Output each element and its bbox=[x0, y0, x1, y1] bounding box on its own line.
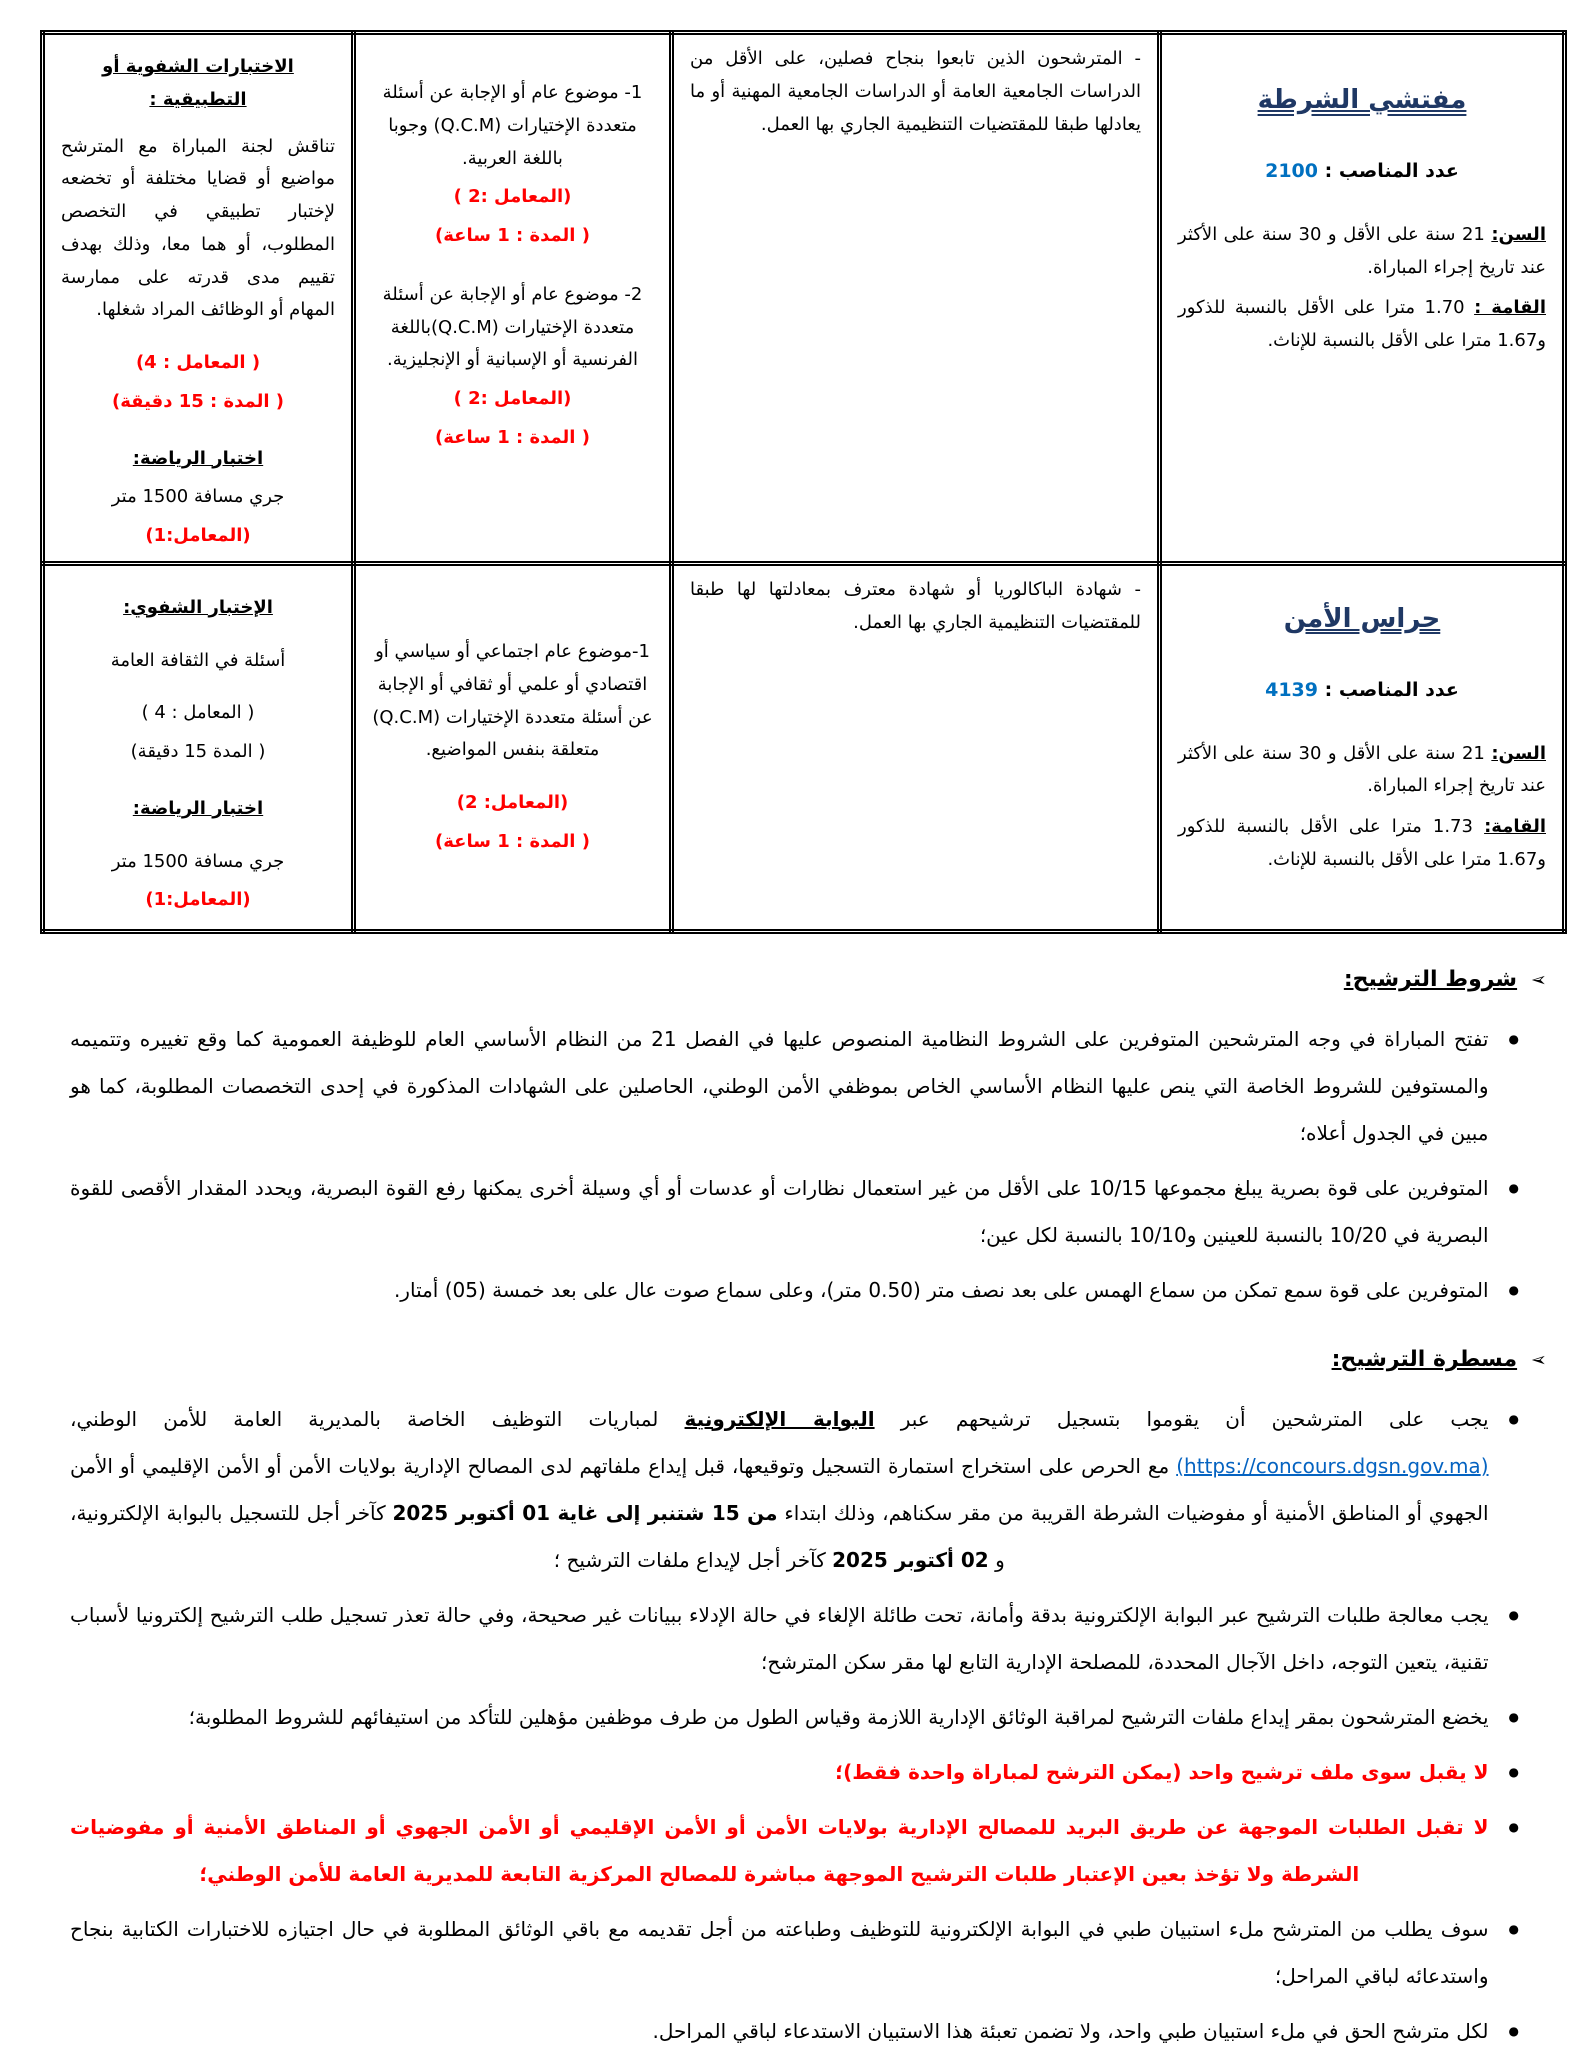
written-test-1: 1- موضوع عام أو الإجابة عن أسئلة متعددة الإختيارات (Q.C.M) وجوبا باللغة العربية. bbox=[382, 82, 643, 169]
positions-value: 4139 bbox=[1265, 679, 1318, 702]
procedure-list bbox=[70, 1396, 1519, 2048]
arrow-icon: ➢ bbox=[1531, 968, 1547, 991]
procedure-single-file-warning: لا يقبل سوى ملف ترشيح واحد (يمكن الترشح لمباراة واحدة فقط)؛ bbox=[835, 1759, 1489, 1784]
height-label: القامة : bbox=[1474, 297, 1546, 319]
oral-tests-description: تناقش لجنة المباراة مع المترشح مواضيع أو قضايا مختلفة أو تخضعه لإختبار تطبيقي في التخصص المطلوب، أو هما معا، وذلك بهدف تقييم مدى قدرته على ممارسة المهام أو الوظائف المراد شغلها. bbox=[61, 135, 335, 321]
job-title: حراس الأمن bbox=[1283, 603, 1441, 634]
list-item bbox=[70, 1396, 1519, 1584]
sport-test-coefficient: (المعامل:1) bbox=[145, 889, 251, 911]
written-tests-cell bbox=[354, 563, 672, 931]
procedure-document-check: يخضع المترشحون بمقر إيداع ملفات الترشيح لمراقبة الوثائق الإدارية اللازمة وقياس الطول من طرف موظفين مؤهلين للتأكد من استيفائهم للشروط المطلوبة؛ bbox=[188, 1704, 1489, 1729]
conditions-title: شروط الترشيح: bbox=[1343, 967, 1518, 993]
bullet-icon: ● bbox=[1508, 1180, 1519, 1195]
bullet-icon: ● bbox=[1508, 1819, 1519, 1834]
job-title: مفتشي الشرطة bbox=[1257, 85, 1467, 115]
conditions-list bbox=[70, 1016, 1519, 1314]
list-item bbox=[70, 2008, 1519, 2048]
procedure-no-mail-warning: لا تقبل الطلبات الموجهة عن طريق البريد للمصالح الإدارية بولايات الأمن أو الأمن الإقليمي أو الأمن الجهوي أو المناطق الأمنية أو مفوضيات الشرطة ولا تؤخذ بعين الإعتبار طلبات الترشيح الموجهة مباشرة للمصالح المركزية التابعة للمديرية العامة للأمن الوطني؛ bbox=[70, 1814, 1489, 1886]
list-item bbox=[70, 1749, 1519, 1796]
condition-hearing: المتوفرين على قوة سمع تمكن من سماع الهمس على بعد نصف متر (0.50 متر)، وعلى سماع صوت عال على بعد خمسة (05) أمتار. bbox=[393, 1277, 1489, 1302]
text-run: مع الحرص على استخراج استمارة التسجيل وتوقيعها، قبل إيداع ملفاتهم لدى المصالح الإدارية بولايات الأمن أو الأمن الإقليمي أو الأمن الجهوي أو المناطق الأمنية أو مفوضيات الشرطة القريبة من مقر سكناهم، وذلك ابتداء bbox=[70, 1453, 1489, 1525]
written-test-1-coefficient: (المعامل: 2) bbox=[456, 792, 569, 813]
positions-count bbox=[1178, 673, 1546, 708]
sport-test-description: جري مسافة 1500 متر bbox=[111, 486, 285, 508]
written-test-1: 1-موضوع عام اجتماعي أو سياسي أو اقتصادي أو علمي أو ثقافي أو الإجابة عن أسئلة متعددة الإختيارات (Q.C.M) متعلقة بنفس المواضيع. bbox=[372, 641, 653, 761]
list-item bbox=[70, 1016, 1519, 1157]
bullet-icon: ● bbox=[1508, 1921, 1519, 1936]
text-run: لمباريات التوظيف الخاصة بالمديرية العامة للأمن الوطني، bbox=[70, 1406, 685, 1431]
text-run: كآخر أجل للتسجيل بالبوابة الإلكترونية، و bbox=[70, 1500, 1005, 1572]
oral-tests-description: أسئلة في الثقافة العامة bbox=[110, 649, 286, 671]
positions-label: عدد المناصب : bbox=[1324, 679, 1459, 702]
procedure-registration bbox=[70, 1396, 1489, 1584]
procedure-heading bbox=[42, 1340, 1547, 1380]
written-test-2-coefficient: (المعامل :2 ) bbox=[453, 388, 572, 409]
list-item bbox=[70, 1804, 1519, 1898]
jobs-table bbox=[40, 30, 1567, 934]
oral-tests-header: الإختبار الشفوي: bbox=[123, 596, 273, 618]
positions-value: 2100 bbox=[1265, 160, 1318, 183]
diploma-cell bbox=[672, 33, 1160, 564]
age-label: السن: bbox=[1491, 223, 1546, 245]
job-cell bbox=[1160, 33, 1565, 564]
procedure-title: مسطرة الترشيح: bbox=[1331, 1347, 1518, 1373]
oral-tests-header: الاختبارات الشفوية أو التطبيقية : bbox=[102, 56, 294, 110]
written-test-2-duration: ( المدة : 1 ساعة) bbox=[435, 426, 590, 448]
procedure-accuracy: يجب معالجة طلبات الترشيح عبر البوابة الإلكترونية بدقة وأمانة، تحت طائلة الإلغاء في حالة الإدلاء ببيانات غير صحيحة، وفي حالة تعذر تسجيل طلب الترشيح إلكترونيا لأسباب تقنية، يتعين التوجه، داخل الآجال المحددة، للمصلحة الإدارية التابع لها مقر سكن المترشح؛ bbox=[70, 1602, 1489, 1674]
written-test-1-duration: ( المدة : 1 ساعة) bbox=[435, 830, 590, 852]
oral-test-duration: ( المدة 15 دقيقة) bbox=[130, 741, 266, 762]
table-row-security-guards bbox=[43, 563, 1565, 931]
bullet-icon: ● bbox=[1508, 1031, 1519, 1046]
age-requirement bbox=[1178, 219, 1546, 285]
written-tests-cell bbox=[354, 33, 672, 564]
oral-test-coefficient: ( المعامل : 4) bbox=[135, 352, 261, 373]
sport-test-coefficient: (المعامل:1) bbox=[145, 525, 251, 546]
diploma-text: - المترشحون الذين تابعوا بنجاح فصلين، على الأقل من الدراسات الجامعية العامة أو الدراسات الجامعية المهنية أو ما يعادلها طبقا للمقتضيات التنظيمية الجاري بها العمل. bbox=[690, 48, 1141, 135]
age-text: 21 سنة على الأقل و 30 سنة على الأكثر عند تاريخ إجراء المباراة. bbox=[1178, 742, 1546, 797]
diploma-cell bbox=[672, 563, 1160, 931]
positions-count bbox=[1178, 154, 1546, 189]
registration-period: من 15 شتنبر إلى غاية 01 أكتوبر 2025 bbox=[392, 1500, 778, 1525]
height-requirement bbox=[1178, 292, 1546, 358]
condition-eligibility: تفتح المباراة في وجه المترشحين المتوفرين على الشروط النظامية المنصوص عليها في الفصل 21 من النظام الأساسي العام للوظيفة العمومية كما وقع تغييره وتتميمه والمستوفين للشروط الخاصة التي ينص عليها النظام الأساسي الخاص بموظفي الأمن الوطني، الحاصلين على الشهادات المذكورة في إحدى التخصصات المطلوبة، كما هو مبين في الجدول أعلاه؛ bbox=[70, 1026, 1489, 1145]
height-label: القامة: bbox=[1484, 816, 1546, 838]
deposit-deadline: 02 أكتوبر 2025 bbox=[832, 1547, 989, 1572]
text-run: يجب على المترشحين أن يقوموا بتسجيل ترشيحهم عبر bbox=[874, 1406, 1489, 1431]
list-item bbox=[70, 1165, 1519, 1259]
sport-test-description: جري مسافة 1500 متر bbox=[111, 850, 285, 872]
condition-vision: المتوفرين على قوة بصرية يبلغ مجموعها 10/15 على الأقل من غير استعمال نظارات أو عدسات أو أي وسيلة أخرى يمكنها رفع القوة البصرية، ويحدد المقدار الأقصى للقوة البصرية في 10/20 بالنسبة للعينين و10/10 بالنسبة لكل عين؛ bbox=[70, 1175, 1489, 1247]
written-test-2: 2- موضوع عام أو الإجابة عن أسئلة متعددة الإختيارات (Q.C.M)باللغة الفرنسية أو الإسبانية أو الإنجليزية. bbox=[382, 283, 643, 371]
list-item bbox=[70, 1592, 1519, 1686]
portal-name: البوابة الإلكترونية bbox=[684, 1406, 875, 1431]
age-text: 21 سنة على الأقل و 30 سنة على الأكثر عند تاريخ إجراء المباراة. bbox=[1178, 223, 1546, 278]
oral-test-coefficient: ( المعامل : 4 ) bbox=[141, 702, 255, 724]
table-row-police-inspectors bbox=[43, 33, 1565, 564]
procedure-single-questionnaire: لكل مترشح الحق في ملء استبيان طبي واحد، ولا تضمن تعبئة هذا الاستبيان الاستدعاء لباقي المراحل. bbox=[652, 2018, 1489, 2043]
height-text: 1.73 مترا على الأقل بالنسبة للذكور و1.67 مترا على الأقل بالنسبة للإناث. bbox=[1178, 816, 1546, 870]
height-text: 1.70 مترا على الأقل بالنسبة للذكور و1.67 مترا على الأقل بالنسبة للإناث. bbox=[1178, 297, 1546, 352]
list-item bbox=[70, 1694, 1519, 1741]
oral-test-duration: ( المدة : 15 دقيقة) bbox=[111, 390, 285, 412]
age-requirement bbox=[1178, 738, 1546, 804]
bullet-icon: ● bbox=[1508, 1607, 1519, 1622]
arrow-icon: ➢ bbox=[1531, 1348, 1547, 1371]
written-test-1-coefficient: (المعامل :2 ) bbox=[453, 186, 572, 208]
oral-tests-cell bbox=[43, 563, 354, 931]
list-item bbox=[70, 1267, 1519, 1314]
diploma-text: - شهادة الباكالوريا أو شهادة معترف بمعادلتها لها طبقا للمقتضيات التنظيمية الجاري بها العمل. bbox=[690, 578, 1141, 633]
written-test-1-duration: ( المدة : 1 ساعة) bbox=[435, 225, 590, 246]
sport-test-header: اختبار الرياضة: bbox=[132, 797, 264, 819]
height-requirement bbox=[1178, 811, 1546, 877]
conditions-heading bbox=[42, 960, 1547, 1000]
positions-label: عدد المناصب : bbox=[1324, 160, 1459, 183]
procedure-medical-questionnaire: سوف يطلب من المترشح ملء استبيان طبي في البوابة الإلكترونية للتوظيف وطباعته من أجل تقديمه مع باقي الوثائق المطلوبة في حال اجتيازه للاختبارات الكتابية بنجاح واستدعائه لباقي المراحل؛ bbox=[70, 1916, 1489, 1988]
bullet-icon: ● bbox=[1508, 1411, 1519, 1426]
oral-tests-cell bbox=[43, 33, 354, 564]
sport-test-header: اختبار الرياضة: bbox=[132, 447, 264, 469]
job-cell bbox=[1160, 563, 1565, 931]
bullet-icon: ● bbox=[1508, 1709, 1519, 1724]
bullet-icon: ● bbox=[1508, 2023, 1519, 2038]
text-run: كآخر أجل لإيداع ملفات الترشيح ؛ bbox=[553, 1547, 833, 1572]
bullet-icon: ● bbox=[1508, 1282, 1519, 1297]
bullet-icon: ● bbox=[1508, 1764, 1519, 1779]
age-label: السن: bbox=[1491, 742, 1546, 764]
list-item bbox=[70, 1906, 1519, 2000]
registration-portal-link[interactable]: (https://concours.dgsn.gov.ma) bbox=[1176, 1453, 1489, 1478]
